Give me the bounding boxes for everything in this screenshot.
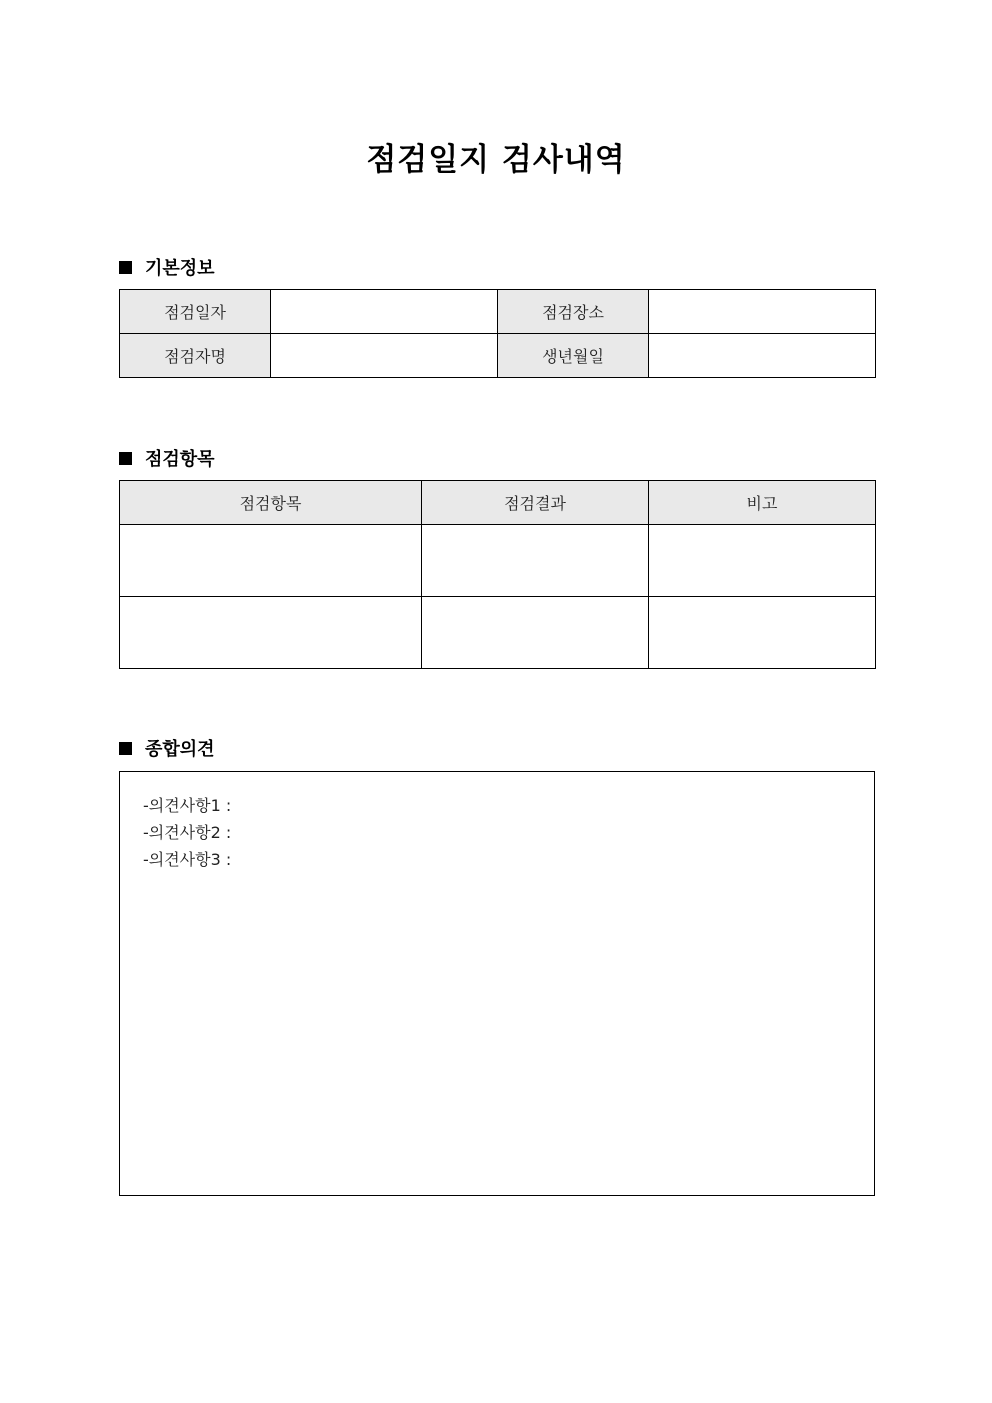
table-row xyxy=(120,597,876,669)
table-header-row xyxy=(120,481,876,525)
inspection-place-field[interactable] xyxy=(649,290,876,334)
section-heading-label: 종합의견 xyxy=(145,739,215,760)
section-heading-basic-info xyxy=(119,254,215,280)
section-heading-opinion xyxy=(119,735,215,761)
inspector-name-field[interactable] xyxy=(271,334,498,378)
square-bullet-icon xyxy=(119,742,132,755)
item-cell[interactable] xyxy=(120,525,422,597)
remarks-cell[interactable] xyxy=(649,525,876,597)
column-header-result: 점검결과 xyxy=(422,481,649,525)
table-row xyxy=(120,334,876,378)
basic-info-table xyxy=(119,289,876,378)
birth-date-field[interactable] xyxy=(649,334,876,378)
label-inspection-place: 점검장소 xyxy=(498,290,649,334)
opinion-line-3: -의견사항3 : xyxy=(143,850,232,869)
inspection-date-field[interactable] xyxy=(271,290,498,334)
item-cell[interactable] xyxy=(120,597,422,669)
opinion-line-1: -의견사항1 : xyxy=(143,796,232,815)
opinion-line-2: -의견사항2 : xyxy=(143,823,232,842)
square-bullet-icon xyxy=(119,452,132,465)
column-header-remarks: 비고 xyxy=(649,481,876,525)
section-heading-label: 기본정보 xyxy=(145,258,215,279)
label-inspection-date: 점검일자 xyxy=(120,290,271,334)
table-row xyxy=(120,290,876,334)
result-cell[interactable] xyxy=(422,597,649,669)
page-title: 점검일지 검사내역 xyxy=(366,142,626,178)
column-header-item: 점검항목 xyxy=(120,481,422,525)
label-birth-date: 생년월일 xyxy=(498,334,649,378)
section-heading-inspection-items xyxy=(119,445,215,471)
section-heading-label: 점검항목 xyxy=(145,449,215,470)
opinion-box[interactable] xyxy=(119,771,875,1196)
square-bullet-icon xyxy=(119,261,132,274)
result-cell[interactable] xyxy=(422,525,649,597)
label-inspector-name: 점검자명 xyxy=(120,334,271,378)
inspection-items-table xyxy=(119,480,876,669)
remarks-cell[interactable] xyxy=(649,597,876,669)
table-row xyxy=(120,525,876,597)
